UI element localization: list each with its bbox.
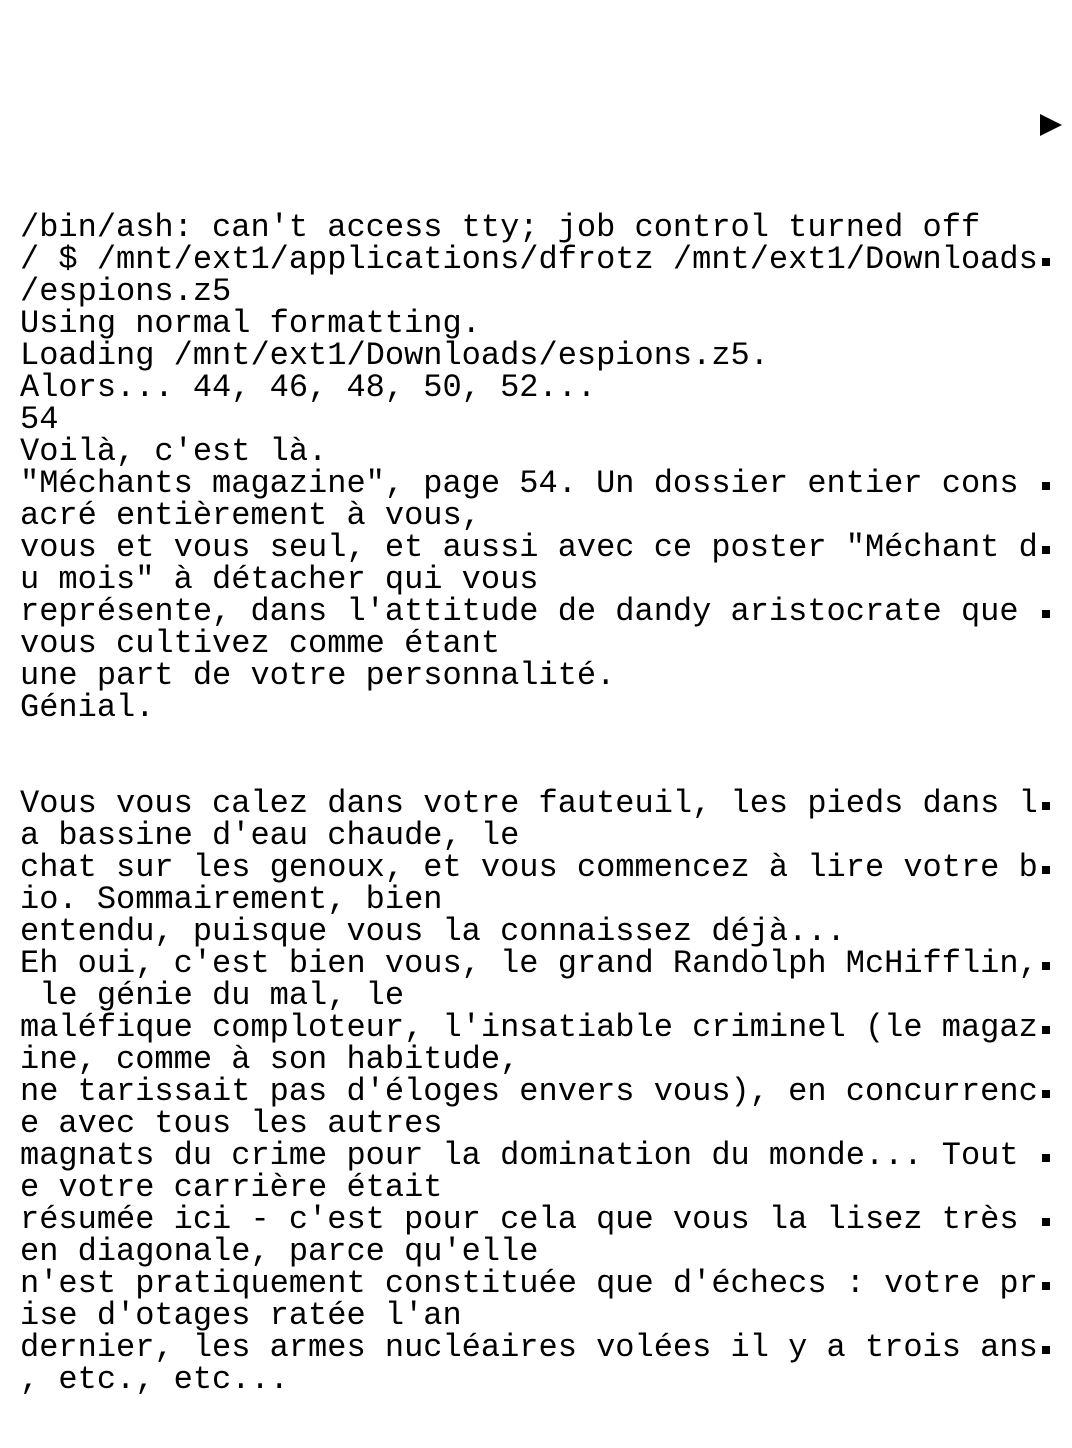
terminal-line bbox=[20, 401, 1040, 438]
terminal-line-text: entendu, puisque vous la connaissez déjà... bbox=[20, 913, 846, 950]
line-wrap-marker-icon bbox=[1042, 1282, 1050, 1290]
terminal-line bbox=[20, 1169, 1040, 1206]
terminal-line-text: magnats du crime pour la domination du monde... Tout bbox=[20, 1137, 1038, 1174]
terminal-line-text: Using normal formatting. bbox=[20, 305, 481, 342]
terminal-line-text: u mois" à détacher qui vous bbox=[20, 561, 539, 598]
terminal-line bbox=[20, 1233, 1040, 1270]
terminal-line bbox=[20, 1265, 1040, 1302]
terminal-line-text: Génial. bbox=[20, 689, 155, 726]
terminal-line-text: vous et vous seul, et aussi avec ce poster "Méchant d bbox=[20, 529, 1038, 566]
terminal-line-text: , etc., etc... bbox=[20, 1361, 289, 1398]
terminal-line-text: Loading /mnt/ext1/Downloads/espions.z5. bbox=[20, 337, 769, 374]
terminal-output bbox=[20, 209, 1040, 1398]
terminal-line bbox=[20, 465, 1040, 502]
terminal-line bbox=[20, 689, 1040, 726]
terminal-line-text: ise d'otages ratée l'an bbox=[20, 1297, 462, 1334]
terminal-line-text: résumée ici - c'est pour cela que vous la lisez très bbox=[20, 1201, 1038, 1238]
line-wrap-marker-icon bbox=[1042, 610, 1050, 618]
terminal-line-text: représente, dans l'attitude de dandy aristocrate que bbox=[20, 593, 1038, 630]
terminal-line-text: le génie du mal, le bbox=[20, 977, 405, 1014]
terminal-line bbox=[20, 1361, 1040, 1398]
terminal-line-text: Eh oui, c'est bien vous, le grand Randolph McHifflin, bbox=[20, 945, 1038, 982]
line-wrap-marker-icon bbox=[1042, 258, 1050, 266]
terminal-line bbox=[20, 849, 1040, 886]
terminal-line-text: vous cultivez comme étant bbox=[20, 625, 501, 662]
terminal-line-text: 54 bbox=[20, 401, 59, 438]
terminal-line-text: dernier, les armes nucléaires volées il y a trois ans bbox=[20, 1329, 1038, 1366]
line-wrap-marker-icon bbox=[1042, 1026, 1050, 1034]
terminal-line bbox=[20, 657, 1040, 694]
terminal-line bbox=[20, 561, 1040, 598]
terminal-line-text: ne tarissait pas d'éloges envers vous), en concurrenc bbox=[20, 1073, 1038, 1110]
terminal-line-text: "Méchants magazine", page 54. Un dossier entier cons bbox=[20, 465, 1019, 502]
line-wrap-marker-icon bbox=[1042, 802, 1050, 810]
terminal-line bbox=[20, 881, 1040, 918]
play-triangle-icon[interactable] bbox=[1040, 114, 1062, 136]
terminal-line bbox=[20, 945, 1040, 982]
terminal-line-text: / $ /mnt/ext1/applications/dfrotz /mnt/ext1/Downloads bbox=[20, 241, 1038, 278]
line-wrap-marker-icon bbox=[1042, 1090, 1050, 1098]
terminal-line bbox=[20, 913, 1040, 950]
terminal-line bbox=[20, 241, 1040, 278]
terminal-line bbox=[20, 1009, 1040, 1046]
terminal-line-text: Vous vous calez dans votre fauteuil, les pieds dans l bbox=[20, 785, 1038, 822]
terminal-line bbox=[20, 1105, 1040, 1142]
terminal-line-text: une part de votre personnalité. bbox=[20, 657, 616, 694]
terminal-line bbox=[20, 1137, 1040, 1174]
terminal-line bbox=[20, 433, 1040, 470]
terminal-line-text: /espions.z5 bbox=[20, 273, 232, 310]
terminal-line bbox=[20, 497, 1040, 534]
terminal-line bbox=[20, 369, 1040, 406]
terminal-line-text: Alors... 44, 46, 48, 50, 52... bbox=[20, 369, 597, 406]
terminal-line-text: maléfique comploteur, l'insatiable criminel (le magaz bbox=[20, 1009, 1038, 1046]
terminal-line-text: n'est pratiquement constituée que d'échecs : votre pr bbox=[20, 1265, 1038, 1302]
line-wrap-marker-icon bbox=[1042, 962, 1050, 970]
terminal-line bbox=[20, 273, 1040, 310]
terminal-line bbox=[20, 817, 1040, 854]
line-wrap-marker-icon bbox=[1042, 866, 1050, 874]
line-wrap-marker-icon bbox=[1042, 1154, 1050, 1162]
line-wrap-marker-icon bbox=[1042, 1346, 1050, 1354]
terminal-line bbox=[20, 756, 1040, 788]
terminal-line bbox=[20, 1297, 1040, 1334]
terminal-line bbox=[20, 593, 1040, 630]
terminal-line bbox=[20, 625, 1040, 662]
terminal-line bbox=[20, 1201, 1040, 1238]
terminal-line-text: ine, comme à son habitude, bbox=[20, 1041, 520, 1078]
line-wrap-marker-icon bbox=[1042, 1218, 1050, 1226]
terminal-line-text: acré entièrement à vous, bbox=[20, 497, 481, 534]
terminal-line bbox=[20, 724, 1040, 756]
terminal-line bbox=[20, 1329, 1040, 1366]
terminal-line bbox=[20, 305, 1040, 342]
terminal-line-text: io. Sommairement, bien bbox=[20, 881, 443, 918]
terminal-line-text: a bassine d'eau chaude, le bbox=[20, 817, 520, 854]
terminal-line-text: e avec tous les autres bbox=[20, 1105, 443, 1142]
terminal-line-text: chat sur les genoux, et vous commencez à lire votre b bbox=[20, 849, 1038, 886]
terminal-line bbox=[20, 785, 1040, 822]
terminal-line bbox=[20, 977, 1040, 1014]
terminal-line bbox=[20, 1073, 1040, 1110]
line-wrap-marker-icon bbox=[1042, 482, 1050, 490]
terminal-line bbox=[20, 1041, 1040, 1078]
terminal-line bbox=[20, 529, 1040, 566]
terminal-line bbox=[20, 337, 1040, 374]
terminal-line-text: en diagonale, parce qu'elle bbox=[20, 1233, 539, 1270]
terminal-line-text: e votre carrière était bbox=[20, 1169, 443, 1206]
line-wrap-marker-icon bbox=[1042, 546, 1050, 554]
terminal-line-text: /bin/ash: can't access tty; job control turned off bbox=[20, 209, 981, 246]
terminal-line-text: Voilà, c'est là. bbox=[20, 433, 328, 470]
terminal-line bbox=[20, 209, 1040, 246]
